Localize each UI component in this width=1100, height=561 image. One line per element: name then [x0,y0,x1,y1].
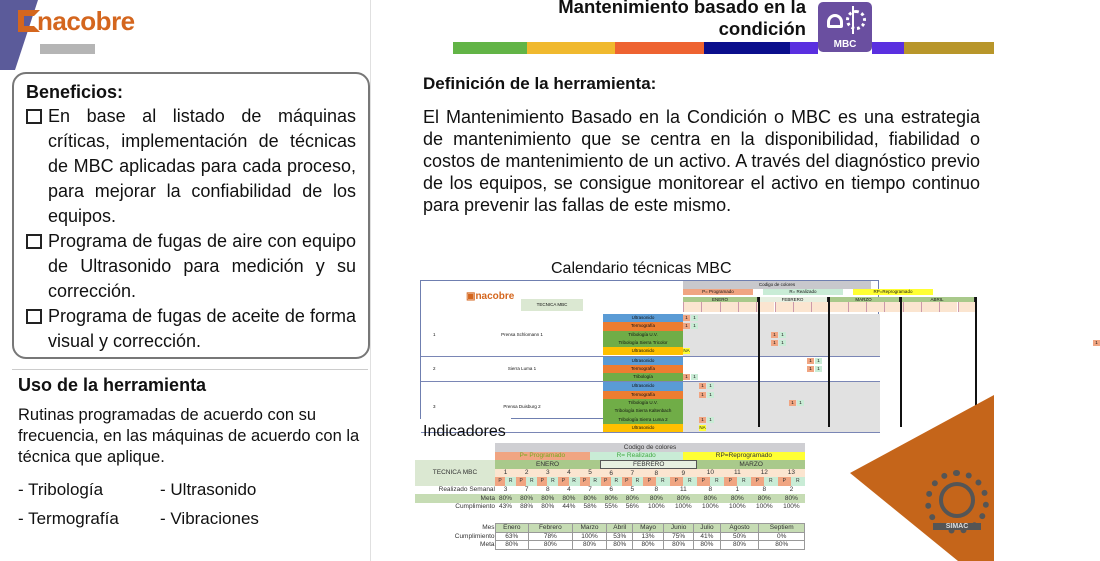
checkbox-icon [26,109,42,124]
r-cell: R [656,477,670,486]
monthly-meta: 80% [720,541,759,550]
beneficio-item: Programa de fugas de aceite de forma visual y corrección. [26,304,356,354]
r-cell: R [764,477,778,486]
week: 9 [670,469,697,478]
schedule-mark: 1 [797,400,804,406]
color-bar-segment [704,42,790,54]
r-cell: R [683,477,697,486]
cumplimiento-value: 88% [516,503,537,512]
monthly-meta: 80% [633,541,664,550]
month: ENERO [495,460,601,469]
month-name: Febrero [529,524,572,533]
uso-text: Rutinas programadas de acuerdo con su frecuencia, en las máquinas de acuerdo con la técnica que aplique. [18,406,360,466]
technique-row: Tribología Sierra Luma 2 [603,416,683,424]
monthly-cumplimiento: 63% [495,532,529,541]
month-divider [828,297,830,427]
beneficios-title: Beneficios: [26,82,124,102]
technique-item: - Termografía [18,509,119,528]
realizado-value: 8 [751,486,778,495]
machine-name: Sierra Luma 1 [507,365,537,371]
p-cell: P [495,477,505,486]
week-cell [866,302,884,312]
cumplimiento-value: 44% [558,503,579,512]
monthly-cumplimiento: 13% [633,532,664,541]
week-cell [683,302,701,312]
meta-value: 80% [495,494,516,503]
calendario-table [420,280,1098,430]
schedule-mark: 1 [699,392,706,398]
meta-value: 80% [622,494,643,503]
realizado-value: 7 [580,486,601,495]
r-cell: R [791,477,805,486]
realizado-value: 8 [537,486,558,495]
realizado-value: 11 [670,486,697,495]
legend-title: Codigo de colores [683,281,871,289]
month-name: Agosto [720,524,759,533]
technique-row: Ultrasonido [603,357,683,365]
legend-programado: P= Programado [495,452,590,461]
row-label: Cumplimiento [415,503,495,512]
p-cell: P [558,477,568,486]
week-cell [793,302,811,312]
checkbox-icon [26,234,42,249]
legend-realizado: R= Realizado [590,452,683,461]
schedule-mark: 1 [683,374,690,380]
technique-row: Tribología Sierra Kaltenbach [603,407,683,415]
schedule-mark: 1 [691,315,698,321]
schedule-mark: 1 [789,400,796,406]
schedule-mark: 1 [779,340,786,346]
r-cell: R [611,477,622,486]
cumplimiento-value: 100% [724,503,751,512]
month-divider [758,297,760,427]
week: 1 [495,469,516,478]
realizado-value: 6 [601,486,622,495]
meta-value: 80% [601,494,622,503]
monthly-cumplimiento: 50% [720,532,759,541]
week: 11 [724,469,751,478]
month-header: MARZO [828,297,900,302]
meta-value: 80% [697,494,724,503]
week: 5 [580,469,601,478]
definicion-title: Definición de la herramienta: [423,74,657,93]
schedule-mark: 1 [691,374,698,380]
month-header: ABRIL [900,297,975,302]
schedule-mark: 1 [1093,340,1100,346]
week-cell [701,302,719,312]
schedule-mark: NA [699,424,706,430]
r-cell: R [526,477,537,486]
r-cell: R [547,477,558,486]
week-cell [775,302,793,312]
week: 3 [537,469,558,478]
meta-value: 80% [724,494,751,503]
month-name: Enero [495,524,529,533]
p-cell: P [670,477,683,486]
color-bar-segment [527,42,615,54]
technique-row: Ultrasonido [603,382,683,390]
color-bar-segment [904,42,994,54]
technique-item: - Vibraciones [160,509,259,528]
meta-value: 80% [751,494,778,503]
month-name: Abril [607,524,633,533]
r-cell: R [632,477,643,486]
row-label: Cumplimiento [454,532,495,540]
meta-value: 80% [558,494,579,503]
cumplimiento-value: 100% [697,503,724,512]
machine-number: 1 [421,314,511,356]
technique-row: Tribología U.V. [603,331,683,339]
machine-name: Prensa Duisburg 2 [503,404,541,410]
simac-logo: SIMAC [925,470,989,534]
meta-value: 80% [537,494,558,503]
cumplimiento-value: 56% [622,503,643,512]
meta-value: 80% [643,494,670,503]
cumplimiento-value: 55% [601,503,622,512]
row-label: Realizado Semanal [415,486,495,495]
week-cell [958,302,976,312]
legend-reprogramado: RP=Reprogramado [853,289,933,295]
color-bar-segment [872,42,904,54]
cumplimiento-value: 100% [778,503,805,512]
realizado-value: 1 [724,486,751,495]
realizado-value: 8 [697,486,724,495]
schedule-mark: 1 [699,417,706,423]
row-label: Mes [482,524,495,532]
definicion-text: El Mantenimiento Basado en la Condición o MBC es una estrategia de mantenimiento que se centra en la disponibilidad, fiabilidad o costos de mantenimiento de un activo. A través del diagnóstico previo de los equipos, se consigue monitorear el activo en tiempo continuo para prevenir las fallas de este mismo. [423,107,980,215]
p-cell: P [516,477,526,486]
cumplimiento-value: 80% [537,503,558,512]
week-cell [903,302,921,312]
color-bar-segment [615,42,704,54]
cumplimiento-value: 100% [643,503,670,512]
month-header: ENERO [683,297,758,302]
r-cell: R [569,477,580,486]
machine-name: Prensa Schlomann 1 [501,332,543,337]
month-name: Julio [694,524,720,533]
realizado-value: 7 [516,486,537,495]
r-cell: R [590,477,601,486]
nacobre-logo-small: ▣nacobre [466,291,515,302]
week: 6 [601,469,622,478]
technique-row: Termografía [603,322,683,330]
legend-programado: P= Programado [683,289,753,295]
schedule-mark: 1 [691,323,698,329]
calendario-title: Calendario técnicas MBC [551,260,732,277]
monthly-cumplimiento: 0% [759,532,805,541]
indicadores-table [415,443,805,550]
month-header: FEBRERO [758,297,828,302]
schedule-mark: 1 [707,417,714,423]
cumplimiento-value: 100% [751,503,778,512]
schedule-mark: 1 [699,383,706,389]
schedule-mark: 1 [707,383,714,389]
p-cell: P [537,477,547,486]
monthly-meta: 80% [495,541,529,550]
schedule-mark: 1 [683,315,690,321]
gear-icon [846,10,866,30]
schedule-mark: 1 [807,366,814,372]
realizado-value: 2 [778,486,805,495]
p-cell: P [697,477,710,486]
monthly-meta: 80% [607,541,633,550]
week: 13 [778,469,805,478]
week: 2 [516,469,537,478]
week-cell [921,302,939,312]
technique-row: Ultrasonido [603,424,683,432]
schedule-area [683,357,880,382]
machine-number: 2 [421,357,511,382]
row-label: Meta [415,494,495,503]
monthly-meta: 80% [694,541,720,550]
schedule-mark: 1 [779,332,786,338]
monthly-meta: 80% [529,541,572,550]
mbc-badge: MBC [818,2,872,52]
legend-reprogramado: RP=Reprogramado [683,452,805,461]
schedule-mark: 1 [807,358,814,364]
week-cell [720,302,738,312]
p-cell: P [601,477,611,486]
tecnica-mbc-header: TECNICA MBC [521,299,583,311]
schedule-mark: 1 [707,392,714,398]
technique-item: - Ultrasonido [160,480,257,499]
week: 7 [622,469,643,478]
week-cell [939,302,957,312]
schedule-area [683,382,880,432]
monthly-cumplimiento: 100% [572,532,607,541]
meta-value: 80% [580,494,601,503]
p-cell: P [580,477,590,486]
week-cell [848,302,866,312]
machine-number: 3 [421,382,511,432]
realizado-value: 5 [622,486,643,495]
column-divider [370,0,371,561]
monthly-meta: 80% [572,541,607,550]
schedule-mark: 1 [771,340,778,346]
indicadores-title: Indicadores [423,423,506,440]
cumplimiento-value: 43% [495,503,516,512]
technique-item: - Tribología [18,480,104,499]
cumplimiento-value: 58% [580,503,601,512]
row-label: Meta [480,541,495,549]
monthly-cumplimiento: 78% [529,532,572,541]
week: 4 [558,469,579,478]
technique-row: Termografía [603,365,683,373]
realizado-value: 8 [643,486,670,495]
legend-title: Codigo de colores [495,443,805,452]
meta-value: 80% [778,494,805,503]
beneficios-box [12,72,370,359]
p-cell: P [622,477,632,486]
week: 12 [751,469,778,478]
month-name: Mayo [633,524,664,533]
technique-row: Tribología [603,373,683,381]
nacobre-logo: nacobre [18,6,135,37]
month: MARZO [697,460,805,469]
p-cell: P [778,477,791,486]
week-cell [811,302,829,312]
beneficio-item: En base al listado de máquinas críticas, implementación de técnicas de MBC aplicadas para cada proceso, para mejorar la confiabilidad de los equipos. [26,104,356,229]
tecnica-label: TECNICA MBC [415,460,495,486]
legend-realizado: R= Realizado [763,289,843,295]
helmet-icon [827,14,843,28]
page-title: Mantenimiento basado en la condición [558,0,806,39]
technique-row: Termografía [603,391,683,399]
r-cell: R [737,477,751,486]
monthly-meta: 80% [759,541,805,550]
meta-value: 80% [670,494,697,503]
separator [12,369,368,370]
monthly-cumplimiento: 41% [694,532,720,541]
schedule-mark: 1 [683,323,690,329]
uso-title: Uso de la herramienta [18,375,207,395]
meta-value: 80% [516,494,537,503]
week: 8 [643,469,670,478]
color-bar-segment [790,42,818,54]
week: 10 [697,469,724,478]
monthly-cumplimiento: 53% [607,532,633,541]
monthly-meta: 80% [664,541,694,550]
color-bar-segment [453,42,527,54]
r-cell: R [710,477,724,486]
month: FEBRERO [601,460,697,469]
technique-row: Ultrasonido [603,314,683,322]
realizado-value: 3 [495,486,516,495]
week-cell [829,302,847,312]
schedule-mark: 1 [815,366,822,372]
realizado-value: 4 [558,486,579,495]
technique-row: Tribología Sierra Tricolor [603,339,683,347]
month-name: Septiem [759,524,805,533]
p-cell: P [724,477,737,486]
technique-row: Tribología U.V. [603,399,683,407]
p-cell: P [751,477,764,486]
logo-bar [40,44,95,54]
p-cell: P [643,477,656,486]
beneficio-item: Programa de fugas de aire con equipo de Ultrasonido para medición y su corrección. [26,229,356,304]
cumplimiento-value: 100% [670,503,697,512]
week-cell [738,302,756,312]
technique-row: Ultrasonido [603,347,683,355]
month-name: Junio [664,524,694,533]
month-divider [900,297,902,427]
schedule-mark: 1 [815,358,822,364]
r-cell: R [505,477,516,486]
month-name: Marzo [572,524,607,533]
monthly-cumplimiento: 75% [664,532,694,541]
checkbox-icon [26,309,42,324]
schedule-mark: 1 [771,332,778,338]
schedule-mark: NA [683,348,690,354]
